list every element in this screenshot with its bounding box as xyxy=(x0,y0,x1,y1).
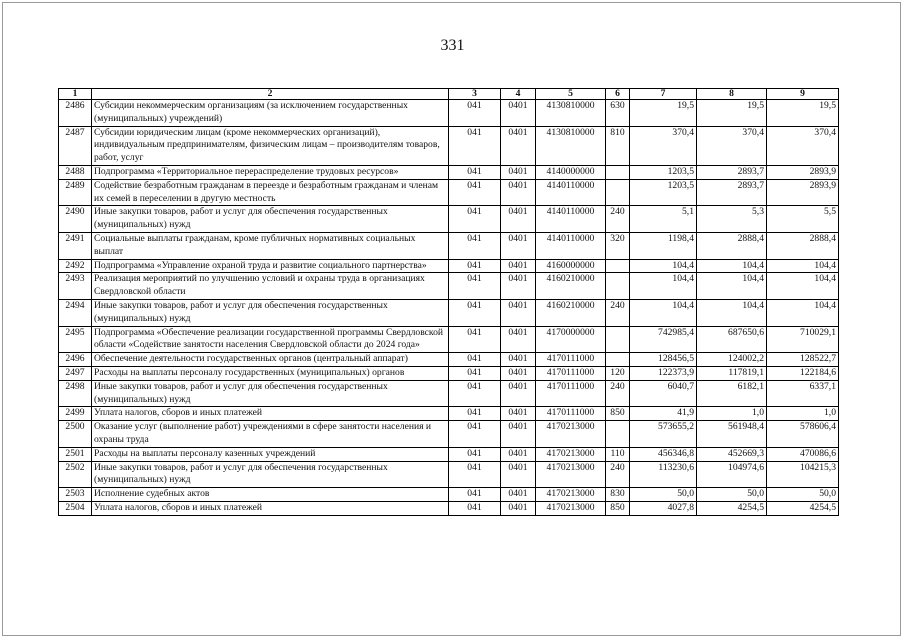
ministry-code: 041 xyxy=(449,126,501,165)
section-code: 0401 xyxy=(501,447,536,461)
row-description: Оказание услуг (выполнение работ) учреждениями в сфере занятости населения и охраны труда xyxy=(92,421,449,448)
ministry-code: 041 xyxy=(449,232,501,259)
page-number: 331 xyxy=(440,37,465,54)
amount-col-8: 370,4 xyxy=(697,126,767,165)
amount-col-9: 50,0 xyxy=(767,488,839,502)
amount-col-7: 113230,6 xyxy=(630,461,697,488)
section-code: 0401 xyxy=(501,273,536,300)
section-code: 0401 xyxy=(501,179,536,206)
row-description: Исполнение судебных актов xyxy=(92,488,449,502)
row-description: Социальные выплаты гражданам, кроме публичных нормативных социальных выплат xyxy=(92,232,449,259)
row-description: Иные закупки товаров, работ и услуг для обеспечения государственных (муниципальных) нужд xyxy=(92,380,449,407)
amount-col-8: 19,5 xyxy=(697,100,767,127)
expense-type-code xyxy=(606,326,630,353)
section-code: 0401 xyxy=(501,326,536,353)
amount-col-7: 573655,2 xyxy=(630,421,697,448)
table-row xyxy=(59,488,839,502)
amount-col-9: 19,5 xyxy=(767,100,839,127)
amount-col-7: 104,4 xyxy=(630,273,697,300)
table-row xyxy=(59,421,839,448)
target-article-code: 4170111000 xyxy=(536,380,606,407)
row-description: Иные закупки товаров, работ и услуг для обеспечения государственных (муниципальных) нужд xyxy=(92,206,449,233)
column-header: 9 xyxy=(767,89,839,100)
table-row xyxy=(59,407,839,421)
amount-col-9: 104,4 xyxy=(767,273,839,300)
ministry-code: 041 xyxy=(449,380,501,407)
row-number: 2495 xyxy=(59,326,92,353)
column-header: 1 xyxy=(59,89,92,100)
expense-type-code: 110 xyxy=(606,447,630,461)
amount-col-7: 104,4 xyxy=(630,299,697,326)
amount-col-8: 104,4 xyxy=(697,299,767,326)
table-row xyxy=(59,126,839,165)
amount-col-9: 122184,6 xyxy=(767,366,839,380)
row-number: 2496 xyxy=(59,353,92,367)
target-article-code: 4170111000 xyxy=(536,366,606,380)
row-number: 2493 xyxy=(59,273,92,300)
row-description: Содействие безработным гражданам в переезде и безработным гражданам и членам их семей в переселении в другую местность xyxy=(92,179,449,206)
target-article-code: 4170000000 xyxy=(536,326,606,353)
target-article-code: 4130810000 xyxy=(536,126,606,165)
ministry-code: 041 xyxy=(449,326,501,353)
target-article-code: 4170213000 xyxy=(536,461,606,488)
expense-type-code: 240 xyxy=(606,380,630,407)
amount-col-7: 370,4 xyxy=(630,126,697,165)
amount-col-9: 6337,1 xyxy=(767,380,839,407)
row-number: 2494 xyxy=(59,299,92,326)
section-code: 0401 xyxy=(501,126,536,165)
row-number: 2502 xyxy=(59,461,92,488)
target-article-code: 4140000000 xyxy=(536,165,606,179)
section-code: 0401 xyxy=(501,380,536,407)
ministry-code: 041 xyxy=(449,366,501,380)
amount-col-9: 1,0 xyxy=(767,407,839,421)
amount-col-9: 4254,5 xyxy=(767,501,839,515)
section-code: 0401 xyxy=(501,206,536,233)
target-article-code: 4130810000 xyxy=(536,100,606,127)
row-number: 2501 xyxy=(59,447,92,461)
amount-col-7: 19,5 xyxy=(630,100,697,127)
row-number: 2504 xyxy=(59,501,92,515)
amount-col-9: 370,4 xyxy=(767,126,839,165)
table-row xyxy=(59,501,839,515)
amount-col-8: 104,4 xyxy=(697,259,767,273)
row-description: Реализация мероприятий по улучшению условий и охраны труда в организациях Свердловской области xyxy=(92,273,449,300)
section-code: 0401 xyxy=(501,299,536,326)
expense-type-code: 810 xyxy=(606,126,630,165)
row-description: Субсидии юридическим лицам (кроме некоммерческих организаций), индивидуальным предпринимателям, физическим лицам – производителям товаров, работ, услуг xyxy=(92,126,449,165)
target-article-code: 4170213000 xyxy=(536,488,606,502)
expense-type-code: 320 xyxy=(606,232,630,259)
table-row xyxy=(59,380,839,407)
amount-col-7: 5,1 xyxy=(630,206,697,233)
table-row xyxy=(59,447,839,461)
row-description: Иные закупки товаров, работ и услуг для обеспечения государственных (муниципальных) нужд xyxy=(92,299,449,326)
ministry-code: 041 xyxy=(449,179,501,206)
table-row xyxy=(59,232,839,259)
column-header: 8 xyxy=(697,89,767,100)
section-code: 0401 xyxy=(501,165,536,179)
table-row xyxy=(59,179,839,206)
expense-type-code: 850 xyxy=(606,407,630,421)
ministry-code: 041 xyxy=(449,165,501,179)
amount-col-9: 2893,9 xyxy=(767,165,839,179)
expense-type-code: 120 xyxy=(606,366,630,380)
expense-type-code: 240 xyxy=(606,206,630,233)
amount-col-7: 1203,5 xyxy=(630,179,697,206)
amount-col-7: 6040,7 xyxy=(630,380,697,407)
amount-col-8: 561948,4 xyxy=(697,421,767,448)
section-code: 0401 xyxy=(501,100,536,127)
row-number: 2499 xyxy=(59,407,92,421)
amount-col-8: 452669,3 xyxy=(697,447,767,461)
target-article-code: 4140110000 xyxy=(536,232,606,259)
amount-col-9: 128522,7 xyxy=(767,353,839,367)
expense-type-code xyxy=(606,165,630,179)
row-number: 2489 xyxy=(59,179,92,206)
row-description: Подпрограмма «Территориальное перераспределение трудовых ресурсов» xyxy=(92,165,449,179)
amount-col-8: 2888,4 xyxy=(697,232,767,259)
target-article-code: 4170111000 xyxy=(536,407,606,421)
column-header: 7 xyxy=(630,89,697,100)
target-article-code: 4170111000 xyxy=(536,353,606,367)
amount-col-7: 4027,8 xyxy=(630,501,697,515)
section-code: 0401 xyxy=(501,259,536,273)
section-code: 0401 xyxy=(501,488,536,502)
amount-col-9: 104,4 xyxy=(767,259,839,273)
ministry-code: 041 xyxy=(449,461,501,488)
target-article-code: 4160210000 xyxy=(536,273,606,300)
table-row xyxy=(59,100,839,127)
expense-type-code xyxy=(606,273,630,300)
budget-table xyxy=(58,88,839,516)
amount-col-9: 5,5 xyxy=(767,206,839,233)
ministry-code: 041 xyxy=(449,259,501,273)
amount-col-8: 2893,7 xyxy=(697,165,767,179)
amount-col-9: 104215,3 xyxy=(767,461,839,488)
expense-type-code xyxy=(606,259,630,273)
ministry-code: 041 xyxy=(449,100,501,127)
row-description: Обеспечение деятельности государственных органов (центральный аппарат) xyxy=(92,353,449,367)
row-number: 2491 xyxy=(59,232,92,259)
ministry-code: 041 xyxy=(449,447,501,461)
ministry-code: 041 xyxy=(449,273,501,300)
ministry-code: 041 xyxy=(449,488,501,502)
section-code: 0401 xyxy=(501,353,536,367)
section-code: 0401 xyxy=(501,232,536,259)
amount-col-7: 456346,8 xyxy=(630,447,697,461)
column-header: 4 xyxy=(501,89,536,100)
amount-col-7: 128456,5 xyxy=(630,353,697,367)
table-row xyxy=(59,353,839,367)
amount-col-7: 1203,5 xyxy=(630,165,697,179)
row-number: 2500 xyxy=(59,421,92,448)
expense-type-code xyxy=(606,353,630,367)
ministry-code: 041 xyxy=(449,421,501,448)
section-code: 0401 xyxy=(501,407,536,421)
expense-type-code: 240 xyxy=(606,299,630,326)
target-article-code: 4160210000 xyxy=(536,299,606,326)
row-number: 2487 xyxy=(59,126,92,165)
target-article-code: 4170213000 xyxy=(536,501,606,515)
section-code: 0401 xyxy=(501,421,536,448)
row-number: 2490 xyxy=(59,206,92,233)
table-row xyxy=(59,273,839,300)
row-number: 2486 xyxy=(59,100,92,127)
amount-col-8: 5,3 xyxy=(697,206,767,233)
amount-col-9: 578606,4 xyxy=(767,421,839,448)
amount-col-7: 122373,9 xyxy=(630,366,697,380)
ministry-code: 041 xyxy=(449,206,501,233)
table-row xyxy=(59,366,839,380)
amount-col-8: 1,0 xyxy=(697,407,767,421)
row-number: 2488 xyxy=(59,165,92,179)
amount-col-8: 687650,6 xyxy=(697,326,767,353)
amount-col-8: 117819,1 xyxy=(697,366,767,380)
row-number: 2503 xyxy=(59,488,92,502)
target-article-code: 4140110000 xyxy=(536,179,606,206)
amount-col-7: 41,9 xyxy=(630,407,697,421)
row-description: Уплата налогов, сборов и иных платежей xyxy=(92,407,449,421)
amount-col-7: 742985,4 xyxy=(630,326,697,353)
ministry-code: 041 xyxy=(449,407,501,421)
row-description: Подпрограмма «Обеспечение реализации государственной программы Свердловской области «Содействие занятости населения Свердловской области до 2024 года» xyxy=(92,326,449,353)
column-header: 3 xyxy=(449,89,501,100)
row-number: 2492 xyxy=(59,259,92,273)
table-row xyxy=(59,206,839,233)
section-code: 0401 xyxy=(501,501,536,515)
row-description: Уплата налогов, сборов и иных платежей xyxy=(92,501,449,515)
amount-col-7: 104,4 xyxy=(630,259,697,273)
amount-col-8: 104,4 xyxy=(697,273,767,300)
row-description: Субсидии некоммерческим организациям (за исключением государственных (муниципальных) учреждений) xyxy=(92,100,449,127)
expense-type-code: 630 xyxy=(606,100,630,127)
row-description: Расходы на выплаты персоналу казенных учреждений xyxy=(92,447,449,461)
column-header: 5 xyxy=(536,89,606,100)
target-article-code: 4170213000 xyxy=(536,447,606,461)
amount-col-9: 2893,9 xyxy=(767,179,839,206)
section-code: 0401 xyxy=(501,461,536,488)
row-number: 2498 xyxy=(59,380,92,407)
amount-col-8: 2893,7 xyxy=(697,179,767,206)
table-row xyxy=(59,299,839,326)
target-article-code: 4160000000 xyxy=(536,259,606,273)
amount-col-7: 50,0 xyxy=(630,488,697,502)
ministry-code: 041 xyxy=(449,299,501,326)
table-row xyxy=(59,165,839,179)
target-article-code: 4140110000 xyxy=(536,206,606,233)
section-code: 0401 xyxy=(501,366,536,380)
ministry-code: 041 xyxy=(449,353,501,367)
amount-col-9: 2888,4 xyxy=(767,232,839,259)
row-description: Подпрограмма «Управление охраной труда и развитие социального партнерства» xyxy=(92,259,449,273)
row-description: Расходы на выплаты персоналу государственных (муниципальных) органов xyxy=(92,366,449,380)
table-row xyxy=(59,461,839,488)
amount-col-8: 6182,1 xyxy=(697,380,767,407)
amount-col-8: 4254,5 xyxy=(697,501,767,515)
amount-col-7: 1198,4 xyxy=(630,232,697,259)
column-header: 6 xyxy=(606,89,630,100)
column-header: 2 xyxy=(92,89,449,100)
table-row xyxy=(59,326,839,353)
target-article-code: 4170213000 xyxy=(536,421,606,448)
table-row xyxy=(59,259,839,273)
amount-col-8: 50,0 xyxy=(697,488,767,502)
amount-col-8: 124002,2 xyxy=(697,353,767,367)
expense-type-code: 240 xyxy=(606,461,630,488)
expense-type-code xyxy=(606,179,630,206)
expense-type-code: 830 xyxy=(606,488,630,502)
amount-col-9: 710029,1 xyxy=(767,326,839,353)
amount-col-9: 104,4 xyxy=(767,299,839,326)
expense-type-code xyxy=(606,421,630,448)
row-number: 2497 xyxy=(59,366,92,380)
ministry-code: 041 xyxy=(449,501,501,515)
table-header-row xyxy=(59,89,839,100)
row-description: Иные закупки товаров, работ и услуг для обеспечения государственных (муниципальных) нужд xyxy=(92,461,449,488)
amount-col-8: 104974,6 xyxy=(697,461,767,488)
expense-type-code: 850 xyxy=(606,501,630,515)
amount-col-9: 470086,6 xyxy=(767,447,839,461)
